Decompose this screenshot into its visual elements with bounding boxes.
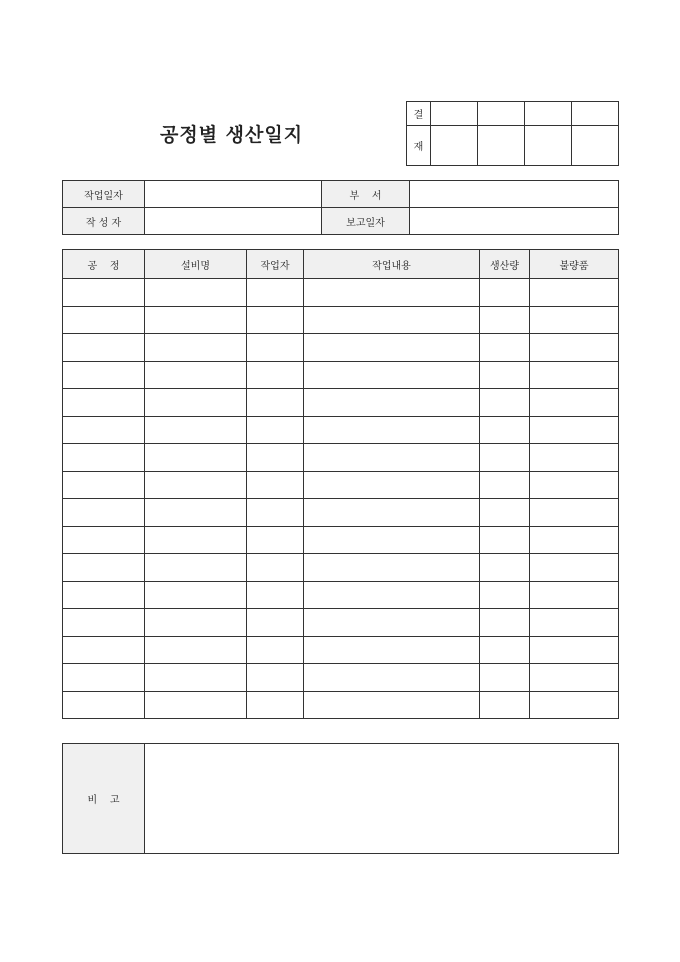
work-content-cell[interactable] — [304, 416, 480, 444]
approval-box — [406, 101, 619, 166]
remarks-field[interactable] — [145, 744, 619, 854]
output-cell[interactable] — [480, 499, 530, 527]
output-cell[interactable] — [480, 306, 530, 334]
remarks-table — [62, 743, 619, 854]
defects-cell[interactable] — [530, 471, 619, 499]
worker-cell[interactable] — [247, 691, 304, 719]
output-cell[interactable] — [480, 526, 530, 554]
equipment-cell[interactable] — [145, 471, 247, 499]
worker-cell[interactable] — [247, 306, 304, 334]
approval-title-cell[interactable] — [572, 102, 619, 126]
work-content-cell[interactable] — [304, 664, 480, 692]
worker-cell[interactable] — [247, 361, 304, 389]
process-cell[interactable] — [63, 636, 145, 664]
header-worker: 작업자 — [247, 250, 304, 279]
defects-cell[interactable] — [530, 636, 619, 664]
worker-cell[interactable] — [247, 444, 304, 472]
table-row — [63, 581, 619, 609]
approval-title-cell[interactable] — [478, 102, 525, 126]
defects-cell[interactable] — [530, 389, 619, 417]
defects-cell[interactable] — [530, 279, 619, 307]
work-content-cell[interactable] — [304, 609, 480, 637]
process-cell[interactable] — [63, 609, 145, 637]
output-cell[interactable] — [480, 691, 530, 719]
table-row — [63, 499, 619, 527]
output-cell[interactable] — [480, 444, 530, 472]
process-cell[interactable] — [63, 306, 145, 334]
defects-cell[interactable] — [530, 526, 619, 554]
equipment-cell[interactable] — [145, 581, 247, 609]
production-log-table — [62, 249, 619, 719]
equipment-cell[interactable] — [145, 334, 247, 362]
report-date-label: 보고일자 — [322, 208, 410, 235]
defects-cell[interactable] — [530, 554, 619, 582]
approval-title-cell[interactable] — [525, 102, 572, 126]
table-row — [63, 361, 619, 389]
worker-cell[interactable] — [247, 581, 304, 609]
work-content-cell[interactable] — [304, 636, 480, 664]
process-cell[interactable] — [63, 279, 145, 307]
approval-title-cell[interactable] — [431, 102, 478, 126]
output-cell[interactable] — [480, 416, 530, 444]
header-work-content: 작업내용 — [304, 250, 480, 279]
equipment-cell[interactable] — [145, 444, 247, 472]
defects-cell[interactable] — [530, 499, 619, 527]
defects-cell[interactable] — [530, 334, 619, 362]
table-row — [63, 471, 619, 499]
defects-cell[interactable] — [530, 664, 619, 692]
table-row — [63, 279, 619, 307]
header-output: 생산량 — [480, 250, 530, 279]
work-content-cell[interactable] — [304, 581, 480, 609]
worker-cell[interactable] — [247, 526, 304, 554]
output-cell[interactable] — [480, 581, 530, 609]
worker-cell[interactable] — [247, 471, 304, 499]
equipment-cell[interactable] — [145, 306, 247, 334]
work-content-cell[interactable] — [304, 691, 480, 719]
approval-sign-cell[interactable] — [478, 126, 525, 166]
output-cell[interactable] — [480, 471, 530, 499]
equipment-cell[interactable] — [145, 609, 247, 637]
work-date-field[interactable] — [145, 181, 322, 208]
process-cell[interactable] — [63, 691, 145, 719]
process-cell[interactable] — [63, 581, 145, 609]
work-content-cell[interactable] — [304, 306, 480, 334]
output-cell[interactable] — [480, 664, 530, 692]
defects-cell[interactable] — [530, 416, 619, 444]
equipment-cell[interactable] — [145, 691, 247, 719]
worker-cell[interactable] — [247, 609, 304, 637]
worker-cell[interactable] — [247, 636, 304, 664]
process-cell[interactable] — [63, 444, 145, 472]
header-process: 공 정 — [63, 250, 145, 279]
table-row — [63, 554, 619, 582]
page-title: 공정별 생산일지 — [160, 124, 304, 146]
output-cell[interactable] — [480, 361, 530, 389]
work-content-cell[interactable] — [304, 334, 480, 362]
worker-cell[interactable] — [247, 389, 304, 417]
table-row — [63, 334, 619, 362]
process-cell[interactable] — [63, 499, 145, 527]
equipment-cell[interactable] — [145, 389, 247, 417]
remarks-label: 비 고 — [63, 744, 145, 854]
table-row — [63, 306, 619, 334]
worker-cell[interactable] — [247, 554, 304, 582]
process-cell[interactable] — [63, 664, 145, 692]
process-cell[interactable] — [63, 554, 145, 582]
equipment-cell[interactable] — [145, 664, 247, 692]
defects-cell[interactable] — [530, 691, 619, 719]
approval-sign-cell[interactable] — [525, 126, 572, 166]
output-cell[interactable] — [480, 389, 530, 417]
worker-cell[interactable] — [247, 334, 304, 362]
equipment-cell[interactable] — [145, 499, 247, 527]
process-cell[interactable] — [63, 416, 145, 444]
process-cell[interactable] — [63, 526, 145, 554]
defects-cell[interactable] — [530, 306, 619, 334]
equipment-cell[interactable] — [145, 416, 247, 444]
output-cell[interactable] — [480, 334, 530, 362]
table-row — [63, 416, 619, 444]
work-content-cell[interactable] — [304, 554, 480, 582]
equipment-cell[interactable] — [145, 361, 247, 389]
work-content-cell[interactable] — [304, 499, 480, 527]
department-field[interactable] — [410, 181, 619, 208]
writer-field[interactable] — [145, 208, 322, 235]
defects-cell[interactable] — [530, 361, 619, 389]
table-row — [63, 664, 619, 692]
equipment-cell[interactable] — [145, 554, 247, 582]
work-content-cell[interactable] — [304, 444, 480, 472]
approval-sign-cell[interactable] — [572, 126, 619, 166]
process-cell[interactable] — [63, 334, 145, 362]
table-row — [63, 526, 619, 554]
header-defects: 불량품 — [530, 250, 619, 279]
work-content-cell[interactable] — [304, 279, 480, 307]
defects-cell[interactable] — [530, 609, 619, 637]
worker-cell[interactable] — [247, 279, 304, 307]
output-cell[interactable] — [480, 636, 530, 664]
worker-cell[interactable] — [247, 499, 304, 527]
info-table — [62, 180, 619, 235]
report-date-field[interactable] — [410, 208, 619, 235]
approval-sign-cell[interactable] — [431, 126, 478, 166]
table-row — [63, 636, 619, 664]
defects-cell[interactable] — [530, 444, 619, 472]
work-content-cell[interactable] — [304, 361, 480, 389]
writer-label: 작 성 자 — [63, 208, 145, 235]
table-row — [63, 691, 619, 719]
output-cell[interactable] — [480, 279, 530, 307]
table-row — [63, 609, 619, 637]
approval-label-bottom: 재 — [407, 126, 431, 166]
process-cell[interactable] — [63, 361, 145, 389]
department-label: 부 서 — [322, 181, 410, 208]
work-content-cell[interactable] — [304, 526, 480, 554]
output-cell[interactable] — [480, 554, 530, 582]
process-cell[interactable] — [63, 389, 145, 417]
worker-cell[interactable] — [247, 416, 304, 444]
equipment-cell[interactable] — [145, 279, 247, 307]
approval-label-top: 결 — [407, 102, 431, 126]
work-content-cell[interactable] — [304, 389, 480, 417]
equipment-cell[interactable] — [145, 526, 247, 554]
table-row — [63, 389, 619, 417]
equipment-cell[interactable] — [145, 636, 247, 664]
output-cell[interactable] — [480, 609, 530, 637]
work-content-cell[interactable] — [304, 471, 480, 499]
process-cell[interactable] — [63, 471, 145, 499]
worker-cell[interactable] — [247, 664, 304, 692]
work-date-label: 작업일자 — [63, 181, 145, 208]
table-row — [63, 444, 619, 472]
defects-cell[interactable] — [530, 581, 619, 609]
header-equipment: 설비명 — [145, 250, 247, 279]
